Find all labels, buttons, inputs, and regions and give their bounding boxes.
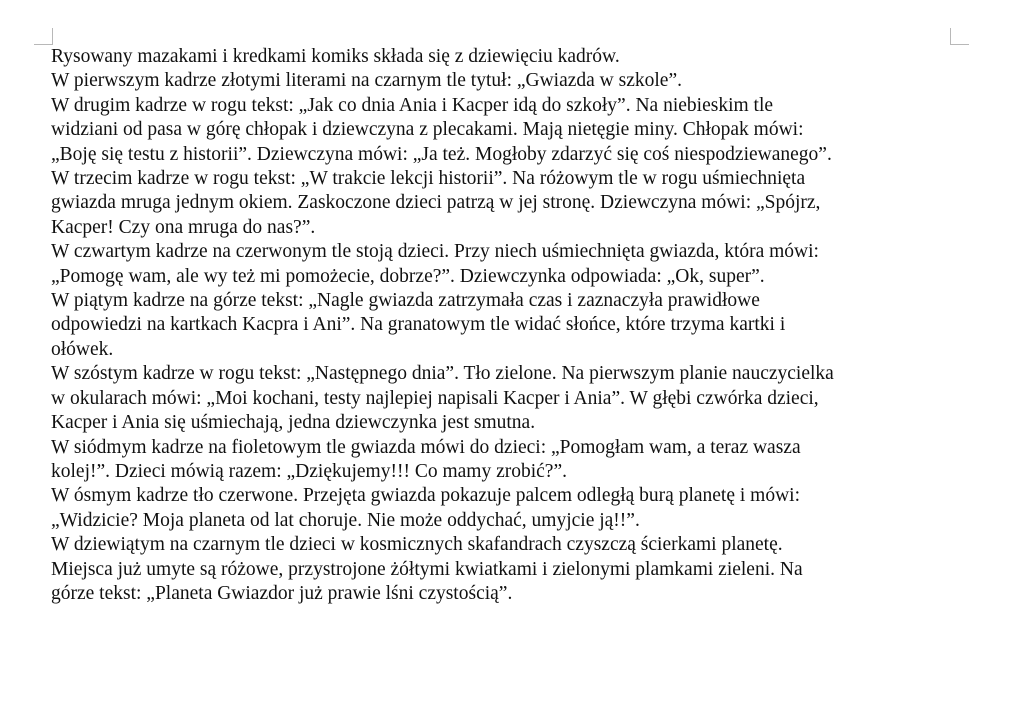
text-line: gwiazda mruga jednym okiem. Zaskoczone dzieci patrzą w jej stronę. Dziewczyna mówi: „Spójrz, xyxy=(51,192,821,214)
text-line: Kacper! Czy ona mruga do nas?”. xyxy=(51,216,316,238)
text-line: W pierwszym kadrze złotymi literami na czarnym tle tytuł: „Gwiazda w szkole”. xyxy=(51,70,682,92)
text-line: Miejsca już umyte są różowe, przystrojone żółtymi kwiatkami i zielonymi plamkami zieleni. Na xyxy=(51,558,803,580)
text-line: Rysowany mazakami i kredkami komiks składa się z dziewięciu kadrów. xyxy=(51,46,620,67)
text-line: W ósmym kadrze tło czerwone. Przejęta gwiazda pokazuje palcem odległą burą planetę i mówi: xyxy=(51,485,801,507)
text-line: W dziewiątym na czarnym tle dzieci w kosmicznych skafandrach czyszczą ścierkami planetę. xyxy=(51,534,783,556)
document-text-body[interactable] xyxy=(51,45,981,606)
top-left-margin-mark xyxy=(34,28,53,45)
text-line: odpowiedzi na kartkach Kacpra i Ani”. Na granatowym tle widać słońce, które trzyma kartki i xyxy=(51,314,786,336)
text-line: „Widzicie? Moja planeta od lat choruje. Nie może oddychać, umyjcie ją!!”. xyxy=(51,509,640,531)
text-line: W czwartym kadrze na czerwonym tle stoją dzieci. Przy niech uśmiechnięta gwiazda, która mówi: xyxy=(51,241,819,263)
text-line: „Boję się testu z historii”. Dziewczyna mówi: „Ja też. Mogłoby zdarzyć się coś niespodziewanego”. xyxy=(51,143,832,165)
text-line: „Pomogę wam, ale wy też mi pomożecie, dobrze?”. Dziewczynka odpowiada: „Ok, super”. xyxy=(51,265,765,287)
text-line: ołówek. xyxy=(51,338,114,360)
text-line: widziani od pasa w górę chłopak i dziewczyna z plecakami. Mają nietęgie miny. Chłopak mówi: xyxy=(51,119,804,141)
text-line: w okularach mówi: „Moi kochani, testy najlepiej napisali Kacper i Ania”. W głębi czwórka dzieci, xyxy=(51,387,819,409)
text-line: W trzecim kadrze w rogu tekst: „W trakcie lekcji historii”. Na różowym tle w rogu uśmiechnięta xyxy=(51,168,806,190)
text-line: górze tekst: „Planeta Gwiazdor już prawie lśni czystością”. xyxy=(51,582,513,604)
text-line: W drugim kadrze w rogu tekst: „Jak co dnia Ania i Kacper idą do szkoły”. Na niebieskim tle xyxy=(51,94,774,116)
text-line: kolej!”. Dzieci mówią razem: „Dziękujemy!!! Co mamy zrobić?”. xyxy=(51,460,567,482)
top-right-margin-mark xyxy=(950,28,969,45)
text-line: W siódmym kadrze na fioletowym tle gwiazda mówi do dzieci: „Pomogłam wam, a teraz wasza xyxy=(51,436,801,458)
text-line: W piątym kadrze na górze tekst: „Nagle gwiazda zatrzymała czas i zaznaczyła prawidłowe xyxy=(51,290,760,312)
text-line: Kacper i Ania się uśmiechają, jedna dziewczynka jest smutna. xyxy=(51,412,536,434)
text-line: W szóstym kadrze w rogu tekst: „Następnego dnia”. Tło zielone. Na pierwszym planie nauczycielka xyxy=(51,363,834,385)
